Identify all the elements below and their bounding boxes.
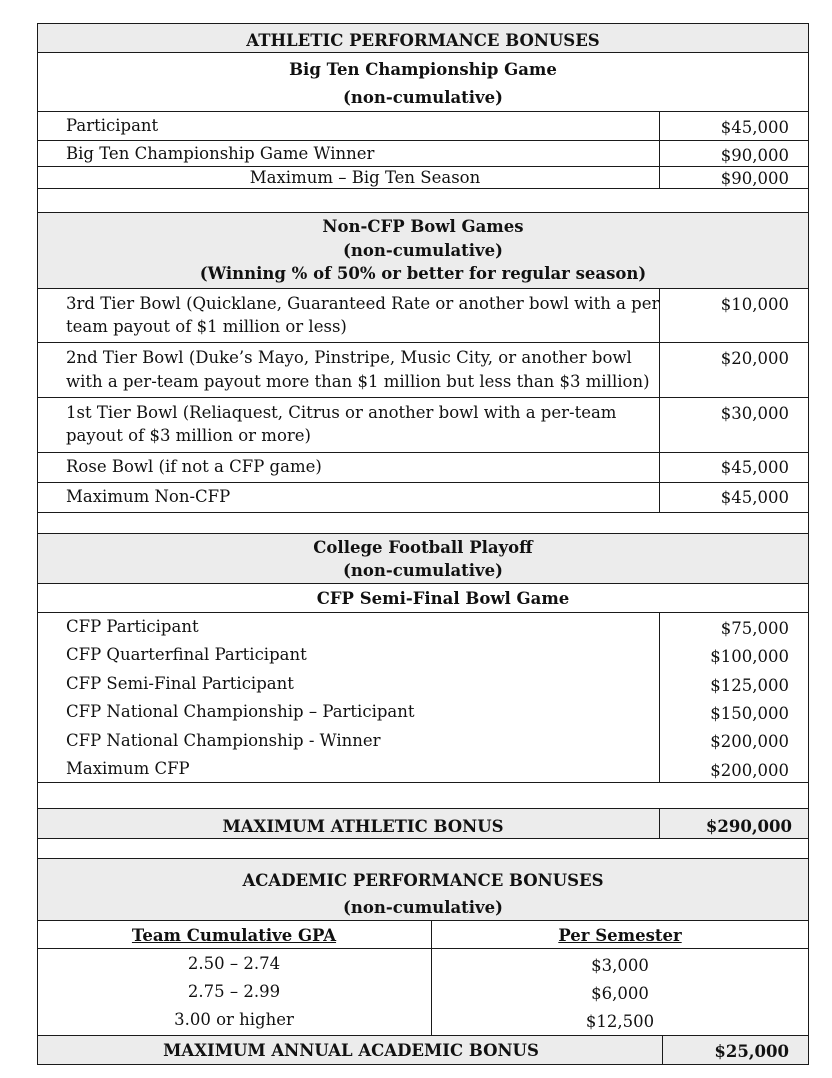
cfp-row-label: Maximum CFP [66,759,190,778]
cfp-row-label: CFP Semi-Final Participant [66,674,294,693]
non-cfp-condition: (Winning % of 50% or better for regular season) [199,264,647,283]
max-athletic-label: MAXIMUM ATHLETIC BONUS [222,817,504,836]
cfp-row-amount: $125,000 [710,676,789,695]
rule [37,858,809,859]
gpa-range: 3.00 or higher [174,1010,294,1029]
big-ten-title: Big Ten Championship Game [289,60,557,79]
non-cfp-row-line: Rose Bowl (if not a CFP game) [66,457,322,476]
cfp-row-label: CFP National Championship – Participant [66,702,415,721]
rule [37,111,809,112]
non-cfp-row-line: 3rd Tier Bowl (Quicklane, Guaranteed Rate or another bowl with a per [66,294,660,313]
gpa-amount: $12,500 [585,1012,655,1031]
amount-divider [659,612,660,782]
big-ten-row-label: Participant [66,116,159,135]
rule [37,1064,809,1065]
big-ten-note: (non-cumulative) [343,88,503,107]
academic-note: (non-cumulative) [343,898,503,917]
amount-divider [662,1035,663,1064]
rule [37,512,809,513]
cfp-row-label: CFP Quarterfinal Participant [66,645,307,664]
gpa-column-header: Team Cumulative GPA [131,926,337,945]
athletic-header: ATHLETIC PERFORMANCE BONUSES [246,31,600,50]
rule [37,23,809,24]
cfp-row-amount: $200,000 [710,761,789,780]
gpa-amount: $3,000 [591,956,649,975]
cfp-title: College Football Playoff [313,538,533,557]
non-cfp-row-amount: $10,000 [720,295,789,314]
max-academic-label: MAXIMUM ANNUAL ACADEMIC BONUS [163,1041,539,1060]
rule [37,52,809,53]
amount-divider [659,288,660,512]
cfp-note: (non-cumulative) [343,561,503,580]
rule [37,1035,809,1036]
non-cfp-note: (non-cumulative) [343,241,503,260]
rule [37,782,809,783]
rule [37,808,809,809]
non-cfp-row-line: 1st Tier Bowl (Reliaquest, Citrus or another bowl with a per-team [66,403,617,422]
cfp-row-amount: $150,000 [710,704,789,723]
big-ten-row-amount: $90,000 [720,146,789,165]
gpa-range: 2.50 – 2.74 [187,954,281,973]
rule [37,920,809,921]
academic-header: ACADEMIC PERFORMANCE BONUSES [242,871,604,890]
max-athletic-amount: $290,000 [705,817,792,836]
rule [37,342,809,343]
cfp-row-label: CFP National Championship - Winner [66,731,381,750]
cfp-row-label: CFP Participant [66,617,199,636]
big-ten-max-label: Maximum – Big Ten Season [249,168,481,187]
cfp-subtitle: CFP Semi-Final Bowl Game [316,589,570,608]
rule [37,838,809,839]
rule [37,948,809,949]
left-border [37,23,38,1064]
gpa-range: 2.75 – 2.99 [187,982,281,1001]
non-cfp-row-amount: $45,000 [720,488,789,507]
big-ten-row-label: Big Ten Championship Game Winner [66,144,375,163]
rule [37,140,809,141]
big-ten-max-amount: $90,000 [720,169,789,188]
rule [37,288,809,289]
rule [37,482,809,483]
amount-divider [659,808,660,838]
amount-divider [659,111,660,188]
non-cfp-row-line: payout of $3 million or more) [66,426,311,445]
non-cfp-row-line: Maximum Non-CFP [66,487,231,506]
non-cfp-row-amount: $20,000 [720,349,789,368]
non-cfp-row-line: team payout of $1 million or less) [66,317,347,336]
non-cfp-row-line: with a per-team payout more than $1 million but less than $3 million) [66,372,650,391]
rule [37,612,809,613]
rule [37,583,809,584]
right-border [808,23,809,1064]
rule [37,397,809,398]
rule [37,533,809,534]
rule [37,452,809,453]
non-cfp-row-amount: $30,000 [720,404,789,423]
non-cfp-row-line: 2nd Tier Bowl (Duke’s Mayo, Pinstripe, Music City, or another bowl [66,348,632,367]
gpa-amount: $6,000 [591,984,649,1003]
non-cfp-title: Non-CFP Bowl Games [322,217,524,236]
cfp-row-amount: $200,000 [710,732,789,751]
cfp-row-amount: $100,000 [710,647,789,666]
big-ten-row-amount: $45,000 [720,118,789,137]
per-semester-column-header: Per Semester [558,926,682,945]
max-academic-amount: $25,000 [714,1042,789,1061]
gpa-divider [431,920,432,1035]
non-cfp-row-amount: $45,000 [720,458,789,477]
rule [37,212,809,213]
cfp-row-amount: $75,000 [720,619,789,638]
